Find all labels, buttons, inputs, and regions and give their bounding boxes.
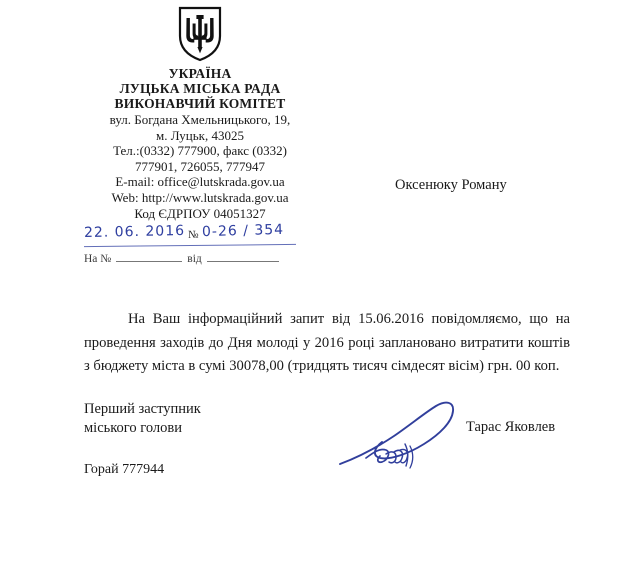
organization-title xyxy=(60,66,340,111)
number-symbol: № xyxy=(188,229,199,241)
org-title-line-3: ВИКОНАВЧИЙ КОМІТЕТ xyxy=(114,96,286,111)
reference-date-label: від xyxy=(187,253,202,265)
handwritten-number: 0-26 / 354 xyxy=(201,221,285,241)
letterhead xyxy=(60,6,340,221)
letter-body-paragraph: На Ваш інформаційний запит від 15.06.2016 повідомляємо, що на проведення заходів до Дня молоді у 2016 році заплановано витратити коштів з бюджету міста в сумі 30078,00 (тридцять тисяч сімдесят вісім) грн. 00 коп. xyxy=(84,311,570,374)
phone-fax-line-2: 777901, 726055, 777947 xyxy=(135,158,265,174)
edrpou-code-line: Код ЄДРПОУ 04051327 xyxy=(134,205,266,221)
address-street: вул. Богдана Хмельницького, 19, xyxy=(109,112,291,127)
website-line: Web: http://www.lutskrada.gov.ua xyxy=(111,189,289,205)
executor-contact: Горай 777944 xyxy=(84,462,165,477)
email-line: E-mail: office@lutskrada.gov.ua xyxy=(115,174,285,190)
registration-line xyxy=(83,221,294,248)
signer-position xyxy=(84,400,201,438)
signer-name: Тарас Яковлев xyxy=(466,419,556,435)
phone-fax-line-1: Тел.:(0332) 777900, факс (0332) xyxy=(113,143,287,159)
reference-number-label: На № xyxy=(84,253,112,265)
ukraine-trident-coat-of-arms-icon xyxy=(178,6,222,62)
signer-position-line-2: міського голови xyxy=(84,420,183,436)
incoming-reference-line xyxy=(84,252,294,265)
reference-number-blank xyxy=(116,252,182,262)
addressee-name: Оксенюку Роману xyxy=(395,177,507,193)
org-title-line-1: УКРАЇНА xyxy=(168,66,232,81)
handwritten-signature xyxy=(336,392,466,476)
organization-contact-details xyxy=(60,112,340,221)
reference-date-blank xyxy=(207,252,279,262)
registration-underline xyxy=(84,244,296,247)
signer-position-line-1: Перший заступник xyxy=(84,401,201,417)
org-title-line-2: ЛУЦЬКА МІСЬКА РАДА xyxy=(119,81,281,96)
address-city: м. Луцьк, 43025 xyxy=(156,127,244,143)
handwritten-date: 22. 06. 2016 xyxy=(83,222,186,242)
